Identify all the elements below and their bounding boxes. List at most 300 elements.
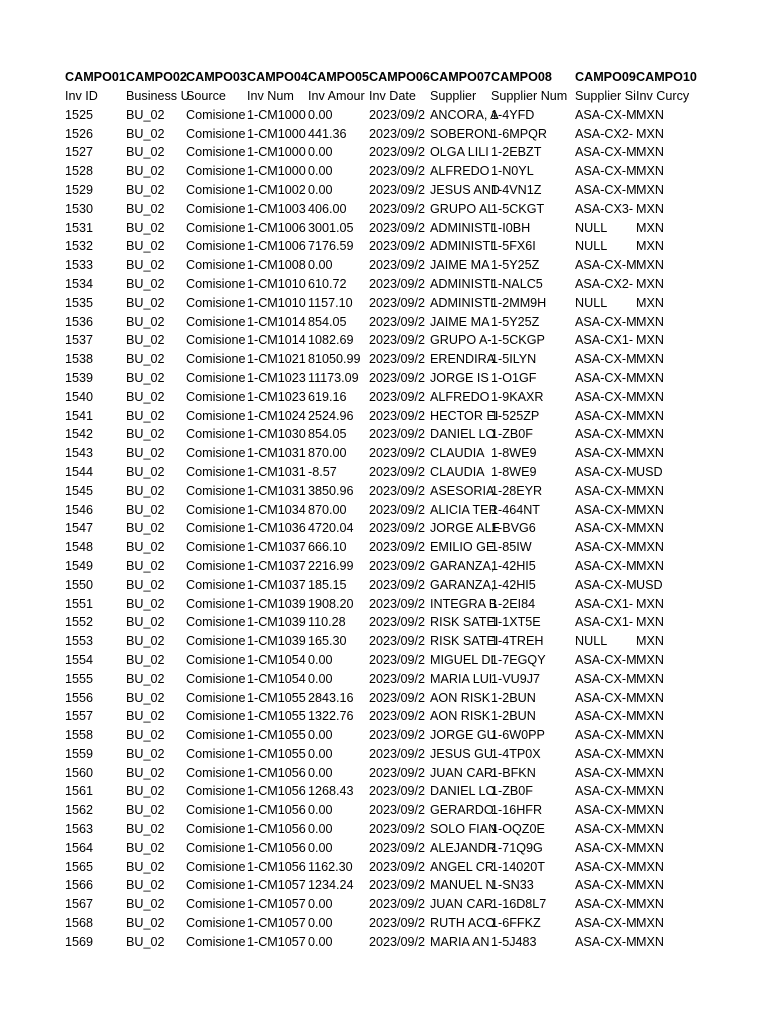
table-cell: 1-CM1037	[247, 540, 306, 555]
table-cell: JORGE IS	[430, 370, 489, 385]
table-cell: Comisione	[186, 521, 246, 536]
table-cell: MXN	[636, 521, 664, 536]
table-cell: 1534	[65, 276, 94, 291]
table-cell: 0.00	[308, 822, 333, 837]
table-cell: GRUPO A-	[430, 333, 492, 348]
table-cell: 1-CM1057	[247, 916, 306, 931]
table-cell: 1-5J483	[491, 934, 537, 949]
table-cell: MXN	[636, 822, 664, 837]
table-cell: Comisione	[186, 182, 246, 197]
table-cell: 2023/09/2	[369, 746, 426, 761]
table-cell: BU_02	[126, 182, 165, 197]
table-cell: ASA-CX-M	[575, 314, 637, 329]
table-cell: BU_02	[126, 201, 165, 216]
table-cell: ASA-CX-M	[575, 859, 637, 874]
table-cell: 1528	[65, 164, 94, 179]
table-cell: JAIME MA	[430, 258, 490, 273]
table-cell: BU_02	[126, 671, 165, 686]
table-cell: 1-CM1037	[247, 558, 306, 573]
campo-header-cell: CAMPO02	[126, 70, 187, 84]
table-cell: 2023/09/2	[369, 784, 426, 799]
table-cell: 1-71Q9G	[491, 840, 543, 855]
table-cell: MXN	[636, 446, 664, 461]
table-cell: 1-28EYR	[491, 483, 543, 498]
table-cell: MXN	[636, 746, 664, 761]
table-cell: BU_02	[126, 483, 165, 498]
table-cell: ASA-CX-M	[575, 502, 637, 517]
table-cell: 1529	[65, 182, 94, 197]
table-cell: 2023/09/2	[369, 859, 426, 874]
table-cell: 854.05	[308, 427, 347, 442]
table-cell: MXN	[636, 164, 664, 179]
table-cell: 1-525ZP	[491, 408, 540, 423]
table-cell: JAIME MA	[430, 314, 490, 329]
table-cell: 1-CM1023	[247, 370, 306, 385]
table-cell: BU_02	[126, 295, 165, 310]
table-cell: BU_02	[126, 596, 165, 611]
table-cell: 2023/09/2	[369, 258, 426, 273]
table-cell: ASA-CX-M	[575, 464, 637, 479]
table-cell: BU_02	[126, 540, 165, 555]
table-cell: BU_02	[126, 784, 165, 799]
table-cell: 870.00	[308, 502, 347, 517]
table-cell: 1-5Y25Z	[491, 314, 540, 329]
table-cell: JESUS AND	[430, 182, 500, 197]
table-cell: 0.00	[308, 897, 333, 912]
table-cell: Comisione	[186, 765, 246, 780]
column-header-cell: Inv Amour	[308, 89, 365, 103]
table-cell: ALICIA TER	[430, 502, 498, 517]
table-cell: Comisione	[186, 728, 246, 743]
table-cell: Comisione	[186, 201, 246, 216]
table-cell: Comisione	[186, 615, 246, 630]
table-cell: BU_02	[126, 145, 165, 160]
table-cell: MARIA AN	[430, 934, 490, 949]
table-cell: 2023/09/2	[369, 182, 426, 197]
table-cell: 1-CM1037	[247, 577, 306, 592]
table-cell: 1-CM1039	[247, 634, 306, 649]
table-cell: ASA-CX-M	[575, 182, 637, 197]
table-cell: 1551	[65, 596, 94, 611]
column-header-cell: Supplier Num	[491, 89, 568, 103]
table-cell: 1268.43	[308, 784, 354, 799]
table-cell: 2023/09/2	[369, 596, 426, 611]
table-cell: 2023/09/2	[369, 690, 426, 705]
table-cell: 1-CM1039	[247, 615, 306, 630]
table-cell: Comisione	[186, 652, 246, 667]
table-cell: Comisione	[186, 333, 246, 348]
table-cell: ANGEL CR	[430, 859, 494, 874]
table-cell: 0.00	[308, 803, 333, 818]
table-cell: Comisione	[186, 276, 246, 291]
table-cell: 406.00	[308, 201, 347, 216]
table-cell: 1-CM1010	[247, 276, 306, 291]
table-cell: Comisione	[186, 352, 246, 367]
table-cell: JORGE ALE	[430, 521, 500, 536]
table-cell: BU_02	[126, 897, 165, 912]
table-cell: 1-6W0PP	[491, 728, 545, 743]
table-cell: MXN	[636, 201, 664, 216]
table-cell: 1-VU9J7	[491, 671, 540, 686]
column-header-cell: Inv Num	[247, 89, 294, 103]
table-cell: 1-42HI5	[491, 577, 536, 592]
campo-header-cell: CAMPO01	[65, 70, 126, 84]
table-cell: GRUPO AL	[430, 201, 495, 216]
table-cell: MXN	[636, 840, 664, 855]
table-cell: 1-1XT5E	[491, 615, 541, 630]
table-cell: BU_02	[126, 577, 165, 592]
table-cell: 1-6FFKZ	[491, 916, 541, 931]
table-cell: 1-4YFD	[491, 107, 535, 122]
table-cell: ASA-CX-M	[575, 728, 637, 743]
table-cell: ASA-CX-M	[575, 145, 637, 160]
table-cell: 1-ZB0F	[491, 427, 533, 442]
table-cell: 1525	[65, 107, 94, 122]
table-cell: ASA-CX-M	[575, 577, 637, 592]
table-cell: 1-2BUN	[491, 690, 536, 705]
table-cell: ASA-CX-M	[575, 521, 637, 536]
table-cell: NULL	[575, 295, 608, 310]
table-cell: 1322.76	[308, 709, 354, 724]
table-cell: 1-42HI5	[491, 558, 536, 573]
table-cell: EMILIO GE	[430, 540, 495, 555]
table-cell: 1-CM1000	[247, 145, 306, 160]
table-cell: 2023/09/2	[369, 878, 426, 893]
table-cell: MXN	[636, 859, 664, 874]
table-cell: RISK SATEI	[430, 634, 499, 649]
table-cell: BU_02	[126, 934, 165, 949]
table-cell: 2023/09/2	[369, 483, 426, 498]
table-cell: ADMINISTI	[430, 295, 494, 310]
table-cell: ERENDIRA	[430, 352, 496, 367]
table-cell: 2023/09/2	[369, 352, 426, 367]
table-cell: 1526	[65, 126, 94, 141]
table-cell: 1554	[65, 652, 94, 667]
table-cell: ASA-CX-M	[575, 840, 637, 855]
table-cell: 1531	[65, 220, 94, 235]
table-cell: MXN	[636, 276, 664, 291]
column-header-cell: Inv Date	[369, 89, 416, 103]
table-cell: BU_02	[126, 690, 165, 705]
table-cell: 3001.05	[308, 220, 354, 235]
table-cell: ADMINISTI	[430, 220, 494, 235]
table-cell: 1082.69	[308, 333, 354, 348]
table-cell: 0.00	[308, 746, 333, 761]
table-cell: Comisione	[186, 916, 246, 931]
table-cell: Comisione	[186, 784, 246, 799]
table-cell: 1-I0BH	[491, 220, 531, 235]
table-cell: Comisione	[186, 258, 246, 273]
table-cell: NULL	[575, 239, 608, 254]
table-cell: 2023/09/2	[369, 370, 426, 385]
table-cell: ASA-CX-M	[575, 746, 637, 761]
table-cell: 2023/09/2	[369, 765, 426, 780]
table-cell: 1-CM1000	[247, 164, 306, 179]
table-cell: 2023/09/2	[369, 201, 426, 216]
table-cell: 1547	[65, 521, 94, 536]
table-cell: CLAUDIA	[430, 464, 485, 479]
table-cell: MXN	[636, 615, 664, 630]
table-cell: BU_02	[126, 652, 165, 667]
campo-header-cell: CAMPO07	[430, 70, 491, 84]
table-cell: SOBERON	[430, 126, 493, 141]
table-cell: 1548	[65, 540, 94, 555]
table-cell: 1-CM1056	[247, 822, 306, 837]
table-cell: 1-O1GF	[491, 370, 537, 385]
table-cell: 2216.99	[308, 558, 354, 573]
table-cell: 81050.99	[308, 352, 361, 367]
table-cell: Comisione	[186, 671, 246, 686]
table-cell: MXN	[636, 897, 664, 912]
table-cell: MXN	[636, 690, 664, 705]
table-cell: 1545	[65, 483, 94, 498]
table-cell: BU_02	[126, 634, 165, 649]
table-cell: 1535	[65, 295, 94, 310]
table-cell: 0.00	[308, 765, 333, 780]
table-cell: MARIA LUI	[430, 671, 493, 686]
table-cell: Comisione	[186, 502, 246, 517]
table-cell: GARANZA,	[430, 558, 495, 573]
table-cell: MXN	[636, 558, 664, 573]
table-cell: MXN	[636, 333, 664, 348]
table-cell: 1-CM1055	[247, 746, 306, 761]
table-cell: 1234.24	[308, 878, 354, 893]
table-cell: MXN	[636, 427, 664, 442]
table-cell: MXN	[636, 107, 664, 122]
table-cell: BU_02	[126, 107, 165, 122]
table-cell: 2023/09/2	[369, 239, 426, 254]
table-cell: RISK SATEI	[430, 615, 499, 630]
table-cell: NULL	[575, 634, 608, 649]
table-cell: 1-CM1008	[247, 258, 306, 273]
table-cell: 1-8WE9	[491, 446, 537, 461]
table-cell: ADMINISTI	[430, 276, 494, 291]
table-cell: ASA-CX-M	[575, 709, 637, 724]
table-cell: ASA-CX-M	[575, 352, 637, 367]
table-cell: 1-CM1006	[247, 239, 306, 254]
table-cell: 1-464NT	[491, 502, 540, 517]
table-cell: Comisione	[186, 746, 246, 761]
table-cell: 185.15	[308, 577, 347, 592]
table-cell: 2023/09/2	[369, 295, 426, 310]
table-cell: MXN	[636, 916, 664, 931]
table-cell: 1-CM1054	[247, 671, 306, 686]
table-cell: ASA-CX-M	[575, 427, 637, 442]
table-cell: 1532	[65, 239, 94, 254]
table-cell: ADMINISTI	[430, 239, 494, 254]
table-cell: ASA-CX-M	[575, 483, 637, 498]
table-cell: BU_02	[126, 502, 165, 517]
table-cell: MXN	[636, 502, 664, 517]
table-cell: 1-CM1023	[247, 389, 306, 404]
table-cell: JESUS GU	[430, 746, 493, 761]
table-cell: OLGA LILI	[430, 145, 489, 160]
table-cell: 2023/09/2	[369, 126, 426, 141]
table-cell: 2023/09/2	[369, 464, 426, 479]
table-cell: BU_02	[126, 220, 165, 235]
table-cell: 1-7EGQY	[491, 652, 546, 667]
table-cell: ASA-CX-M	[575, 370, 637, 385]
table-cell: 1-OQZ0E	[491, 822, 545, 837]
table-cell: MXN	[636, 295, 664, 310]
table-cell: ASA-CX-M	[575, 558, 637, 573]
table-cell: Comisione	[186, 408, 246, 423]
table-cell: DANIEL LO	[430, 784, 496, 799]
table-cell: 1541	[65, 408, 94, 423]
table-cell: 870.00	[308, 446, 347, 461]
table-cell: BU_02	[126, 258, 165, 273]
table-cell: MXN	[636, 709, 664, 724]
column-header-cell: Supplier Si	[575, 89, 636, 103]
table-cell: 1569	[65, 934, 94, 949]
table-cell: 1-8WE9	[491, 464, 537, 479]
table-cell: 1539	[65, 370, 94, 385]
column-header-cell: Inv ID	[65, 89, 98, 103]
table-cell: 1-14020T	[491, 859, 545, 874]
table-cell: 2023/09/2	[369, 652, 426, 667]
table-cell: Comisione	[186, 709, 246, 724]
table-cell: 1-CM1021	[247, 352, 306, 367]
table-cell: 0.00	[308, 934, 333, 949]
table-cell: ASA-CX2-	[575, 276, 634, 291]
table-cell: 2023/09/2	[369, 408, 426, 423]
table-cell: 1567	[65, 897, 94, 912]
table-cell: 1-CM1006	[247, 220, 306, 235]
table-cell: GERARDO	[430, 803, 494, 818]
table-cell: MXN	[636, 878, 664, 893]
table-cell: 1-BFKN	[491, 765, 536, 780]
table-cell: 2023/09/2	[369, 577, 426, 592]
table-cell: MXN	[636, 408, 664, 423]
table-cell: 2023/09/2	[369, 822, 426, 837]
table-cell: MXN	[636, 540, 664, 555]
table-cell: 1-BVG6	[491, 521, 536, 536]
table-cell: 1-16HFR	[491, 803, 543, 818]
table-cell: 2023/09/2	[369, 558, 426, 573]
table-cell: 610.72	[308, 276, 347, 291]
table-cell: 1162.30	[308, 859, 353, 874]
table-cell: 1560	[65, 765, 94, 780]
table-cell: MXN	[636, 258, 664, 273]
table-cell: NULL	[575, 220, 608, 235]
table-cell: BU_02	[126, 765, 165, 780]
table-cell: 2023/09/2	[369, 164, 426, 179]
table-cell: 1530	[65, 201, 94, 216]
table-cell: BU_02	[126, 408, 165, 423]
table-cell: MXN	[636, 634, 664, 649]
table-cell: 1-CM1057	[247, 878, 306, 893]
table-cell: 2023/09/2	[369, 634, 426, 649]
table-cell: 1564	[65, 840, 94, 855]
table-cell: MXN	[636, 596, 664, 611]
table-cell: Comisione	[186, 107, 246, 122]
table-cell: 1-5CKGT	[491, 201, 545, 216]
table-cell: 1552	[65, 615, 94, 630]
table-cell: 0.00	[308, 916, 333, 931]
campo-header-cell: CAMPO10	[636, 70, 697, 84]
table-cell: AON RISK	[430, 709, 491, 724]
table-cell: 0.00	[308, 164, 333, 179]
table-cell: 1-2MM9H	[491, 295, 547, 310]
table-cell: 2023/09/2	[369, 333, 426, 348]
table-cell: BU_02	[126, 859, 165, 874]
table-cell: Comisione	[186, 577, 246, 592]
table-cell: 2023/09/2	[369, 803, 426, 818]
table-cell: 2023/09/2	[369, 840, 426, 855]
table-cell: Comisione	[186, 840, 246, 855]
campo-header-cell: CAMPO05	[308, 70, 369, 84]
table-cell: 1-ZB0F	[491, 784, 533, 799]
table-cell: 0.00	[308, 107, 333, 122]
table-cell: Comisione	[186, 239, 246, 254]
table-cell: 666.10	[308, 540, 347, 555]
table-cell: ASA-CX-M	[575, 446, 637, 461]
table-cell: 1543	[65, 446, 94, 461]
column-header-cell: Supplier	[430, 89, 477, 103]
table-cell: 2023/09/2	[369, 916, 426, 931]
table-cell: MIGUEL DI	[430, 652, 494, 667]
table-cell: 1-CM1000	[247, 107, 306, 122]
table-cell: ASA-CX-M	[575, 784, 637, 799]
table-cell: 1537	[65, 333, 94, 348]
table-cell: 1533	[65, 258, 94, 273]
table-cell: Comisione	[186, 427, 246, 442]
table-cell: 1562	[65, 803, 94, 818]
table-cell: USD	[636, 464, 663, 479]
table-cell: 0.00	[308, 840, 333, 855]
table-cell: 1-CM1056	[247, 803, 306, 818]
table-cell: ALFREDO	[430, 389, 490, 404]
table-cell: 1-4TREH	[491, 634, 544, 649]
table-cell: 1-5FX6I	[491, 239, 536, 254]
table-cell: 0.00	[308, 671, 333, 686]
table-cell: 2023/09/2	[369, 728, 426, 743]
table-cell: BU_02	[126, 239, 165, 254]
table-cell: BU_02	[126, 164, 165, 179]
table-cell: 2023/09/2	[369, 276, 426, 291]
table-cell: Comisione	[186, 934, 246, 949]
table-cell: 2023/09/2	[369, 314, 426, 329]
table-cell: ALFREDO	[430, 164, 490, 179]
table-cell: 1566	[65, 878, 94, 893]
table-cell: GARANZA,	[430, 577, 495, 592]
table-cell: 1-2BUN	[491, 709, 536, 724]
table-cell: ASESORIA	[430, 483, 495, 498]
column-header-cell: Inv Curcy	[636, 89, 690, 103]
table-cell: RUTH ACO	[430, 916, 496, 931]
table-cell: 1549	[65, 558, 94, 573]
table-cell: INTEGRA B	[430, 596, 498, 611]
table-cell: BU_02	[126, 558, 165, 573]
table-cell: 1-NALC5	[491, 276, 543, 291]
table-cell: 1568	[65, 916, 94, 931]
table-cell: ASA-CX-M	[575, 107, 637, 122]
table-cell: ASA-CX-M	[575, 671, 637, 686]
table-cell: 0.00	[308, 182, 333, 197]
table-cell: JORGE GU	[430, 728, 496, 743]
table-cell: ASA-CX3-	[575, 201, 634, 216]
table-cell: BU_02	[126, 916, 165, 931]
table-cell: USD	[636, 577, 663, 592]
campo-header-cell: CAMPO08	[491, 70, 552, 84]
table-cell: 1542	[65, 427, 94, 442]
table-cell: 2524.96	[308, 408, 354, 423]
table-cell: 1-16D8L7	[491, 897, 547, 912]
table-cell: JUAN CAR	[430, 897, 493, 912]
table-cell: 2023/09/2	[369, 145, 426, 160]
table-cell: ASA-CX-M	[575, 690, 637, 705]
table-cell: Comisione	[186, 878, 246, 893]
